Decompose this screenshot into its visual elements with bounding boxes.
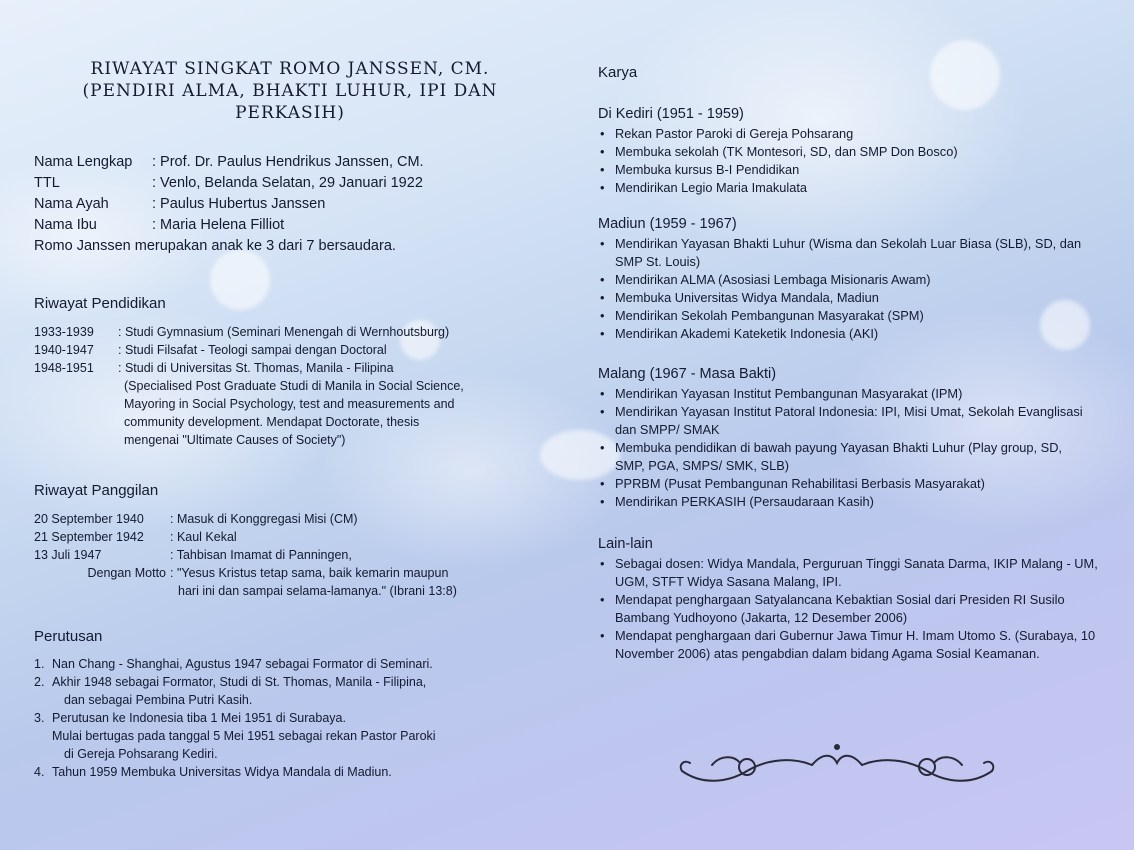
karya-group-malang <box>598 364 1088 511</box>
panggilan-item <box>34 546 554 564</box>
pendidikan-list <box>34 323 554 449</box>
identity-row <box>34 215 424 236</box>
pendidikan-year: 1940-1947 <box>34 343 94 357</box>
panggilan-heading: Riwayat Panggilan <box>34 482 159 499</box>
background-sparkle <box>210 250 270 310</box>
motto-text-block <box>170 564 457 600</box>
pendidikan-year: 1948-1951 <box>34 361 94 375</box>
perutusan-text: Tahun 1959 Membuka Universitas Widya Mandala di Madiun. <box>52 765 392 779</box>
perutusan-num: 4. <box>34 765 45 779</box>
karya-heading: Karya <box>598 64 638 81</box>
karya-group-kediri <box>598 104 1098 197</box>
karya-item: • Mendirikan ALMA (Asosiasi Lembaga Misionaris Awam) <box>598 271 1088 289</box>
karya-item: • Membuka pendidikan di bawah payung Yayasan Bhakti Luhur (Play group, SD, SMP, PGA, SMPS/ SMK, SLB) <box>598 439 1088 475</box>
pendidikan-item <box>34 323 554 341</box>
karya-list <box>598 555 1098 663</box>
identity-row <box>34 152 424 173</box>
identity-table <box>34 152 424 257</box>
karya-group-title: Lain-lain <box>598 536 653 552</box>
pendidikan-text: : Studi di Universitas St. Thomas, Manila - Filipina <box>118 361 394 375</box>
karya-item: • Mendirikan Yayasan Institut Patoral Indonesia: IPI, Misi Umat, Sekolah Evanglisasi dan SMPP/ SMAK <box>598 403 1088 439</box>
karya-item: • PPRBM (Pusat Pembangunan Rehabilitasi Berbasis Masyarakat) <box>598 475 1088 493</box>
panggilan-text: : Kaul Kekal <box>170 530 237 544</box>
motto-text: : "Yesus Kristus tetap sama, baik kemarin maupun <box>170 566 449 580</box>
karya-item: • Sebagai dosen: Widya Mandala, Perguruan Tinggi Sanata Darma, IKIP Malang - UM, UGM, STFT Widya Sasana Malang, IPI. <box>598 555 1098 591</box>
identity-value: : Maria Helena Filliot <box>152 217 285 233</box>
karya-item: • Mendirikan Akademi Kateketik Indonesia (AKI) <box>598 325 1088 343</box>
karya-group-lain <box>598 534 1098 663</box>
panggilan-date: 21 September 1942 <box>34 530 144 544</box>
pendidikan-year: 1933-1939 <box>34 325 94 339</box>
karya-item: • Membuka sekolah (TK Montesori, SD, dan SMP Don Bosco) <box>598 143 1098 161</box>
title-line-2: (PENDIRI ALMA, BHAKTI LUHUR, IPI DAN PERKASIH) <box>82 81 498 123</box>
pendidikan-text: Mayoring in Social Psychology, test and measurements and <box>124 397 455 411</box>
karya-item: • Mendirikan Legio Maria Imakulata <box>598 179 1098 197</box>
identity-label: Nama Lengkap <box>34 154 133 170</box>
panggilan-text: : Masuk di Konggregasi Misi (CM) <box>170 512 358 526</box>
perutusan-text: Mulai bertugas pada tanggal 5 Mei 1951 sebagai rekan Pastor Paroki <box>52 729 436 743</box>
motto-text: hari ini dan sampai selama-lamanya." (Ibrani 13:8) <box>178 584 457 598</box>
pendidikan-item <box>34 341 554 359</box>
identity-row <box>34 236 424 257</box>
perutusan-item <box>34 763 554 781</box>
panggilan-motto <box>34 564 554 600</box>
identity-note: Romo Janssen merupakan anak ke 3 dari 7 bersaudara. <box>34 238 396 254</box>
identity-value: : Paulus Hubertus Janssen <box>152 196 326 212</box>
perutusan-item <box>34 709 554 763</box>
karya-item: • Mendirikan PERKASIH (Persaudaraan Kasih) <box>598 493 1088 511</box>
identity-value: : Prof. Dr. Paulus Hendrikus Janssen, CM. <box>152 154 424 170</box>
panggilan-date: 20 September 1940 <box>34 512 144 526</box>
identity-label: Nama Ibu <box>34 217 97 233</box>
karya-item: • Membuka Universitas Widya Mandala, Madiun <box>598 289 1088 307</box>
pendidikan-text: : Studi Filsafat - Teologi sampai dengan Doctoral <box>118 343 387 357</box>
title-line-1: RIWAYAT SINGKAT ROMO JANSSEN, CM. <box>90 59 490 79</box>
pendidikan-text: community development. Mendapat Doctorate, thesis <box>124 415 420 429</box>
karya-list <box>598 125 1098 197</box>
karya-item: • Mendirikan Sekolah Pembangunan Masyarakat (SPM) <box>598 307 1088 325</box>
perutusan-text: Nan Chang - Shanghai, Agustus 1947 sebagai Formator di Seminari. <box>52 657 433 671</box>
perutusan-text-block <box>52 673 426 709</box>
panggilan-date: 13 Juli 1947 <box>34 548 102 562</box>
motto-label: Dengan Motto <box>87 566 166 580</box>
karya-group-madiun <box>598 214 1088 343</box>
pendidikan-text: (Specialised Post Graduate Studi di Manila in Social Science, <box>124 379 464 393</box>
perutusan-text-block <box>52 709 436 763</box>
pendidikan-item <box>34 359 554 449</box>
flourish-divider-icon <box>672 735 1002 795</box>
karya-group-title: Di Kediri (1951 - 1959) <box>598 106 744 122</box>
perutusan-text: Perutusan ke Indonesia tiba 1 Mei 1951 di Surabaya. <box>52 711 346 725</box>
perutusan-item <box>34 655 554 673</box>
perutusan-num: 2. <box>34 675 45 689</box>
identity-value: : Venlo, Belanda Selatan, 29 Januari 1922 <box>152 175 423 191</box>
pendidikan-text-block <box>118 359 464 449</box>
perutusan-item <box>34 673 554 709</box>
panggilan-item <box>34 528 554 546</box>
background-sparkle <box>930 40 1000 110</box>
karya-group-title: Malang (1967 - Masa Bakti) <box>598 366 777 382</box>
perutusan-num: 1. <box>34 657 45 671</box>
karya-item: • Rekan Pastor Paroki di Gereja Pohsarang <box>598 125 1098 143</box>
karya-item: • Mendapat penghargaan dari Gubernur Jawa Timur H. Imam Utomo S. (Surabaya, 10 November 2006) atas pengabdian dalam bidang Agama Sosial Keamanan. <box>598 627 1098 663</box>
karya-item: • Mendirikan Yayasan Bhakti Luhur (Wisma dan Sekolah Luar Biasa (SLB), SD, dan SMP St. Louis) <box>598 235 1088 271</box>
karya-list <box>598 385 1088 511</box>
document-title <box>40 58 540 124</box>
karya-list <box>598 235 1088 343</box>
pendidikan-text: : Studi Gymnasium (Seminari Menengah di Wernhoutsburg) <box>118 325 450 339</box>
perutusan-list <box>34 655 554 781</box>
karya-item: • Mendirikan Yayasan Institut Pembangunan Masyarakat (IPM) <box>598 385 1088 403</box>
perutusan-text: Akhir 1948 sebagai Formator, Studi di St. Thomas, Manila - Filipina, <box>52 675 427 689</box>
panggilan-item <box>34 510 554 528</box>
perutusan-num: 3. <box>34 711 45 725</box>
panggilan-list <box>34 510 554 600</box>
pendidikan-heading: Riwayat Pendidikan <box>34 295 166 312</box>
identity-label: TTL <box>34 175 60 191</box>
identity-row <box>34 194 424 215</box>
karya-item: • Mendapat penghargaan Satyalancana Kebaktian Sosial dari Presiden RI Susilo Bambang Yudhoyono (Jakarta, 12 Desember 2006) <box>598 591 1098 627</box>
karya-item: • Membuka kursus B-I Pendidikan <box>598 161 1098 179</box>
karya-group-title: Madiun (1959 - 1967) <box>598 216 737 232</box>
perutusan-text: di Gereja Pohsarang Kediri. <box>64 747 218 761</box>
panggilan-text: : Tahbisan Imamat di Panningen, <box>170 548 352 562</box>
perutusan-text: dan sebagai Pembina Putri Kasih. <box>64 693 253 707</box>
perutusan-heading: Perutusan <box>34 628 103 645</box>
identity-label: Nama Ayah <box>34 196 109 212</box>
pendidikan-text: mengenai "Ultimate Causes of Society") <box>124 433 346 447</box>
identity-row <box>34 173 424 194</box>
